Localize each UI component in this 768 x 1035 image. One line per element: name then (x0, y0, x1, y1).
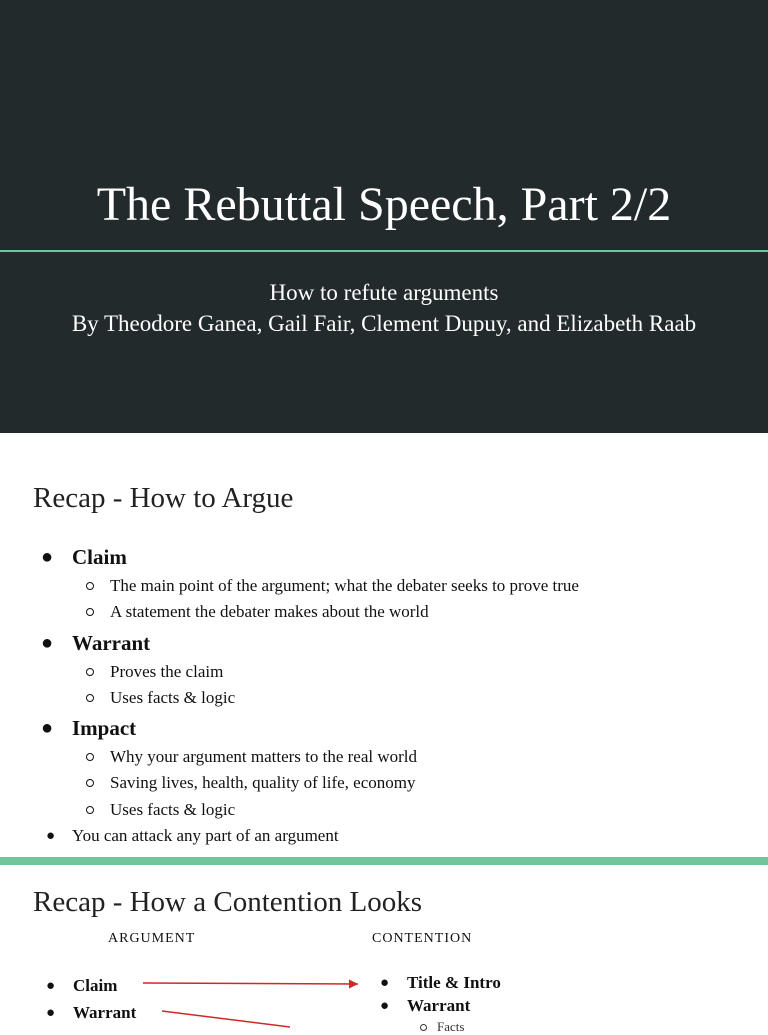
list-item (41, 545, 127, 569)
ring-bullet-icon (86, 582, 94, 590)
list-item (110, 575, 579, 597)
list-item (110, 601, 429, 623)
list-item-text: Why your argument matters to the real world (110, 747, 418, 766)
recap-contention-slide (0, 865, 768, 1034)
list-item (46, 825, 339, 847)
arrows-diagram (0, 865, 768, 1024)
list-item-text: Proves the claim (110, 662, 224, 681)
list-item-text: You can attack any part of an argument (72, 826, 339, 845)
title-divider (0, 250, 768, 252)
list-item-text: The main point of the argument; what the debater seeks to prove true (110, 576, 579, 595)
bullet-icon: ● (380, 975, 390, 991)
list-item (41, 631, 151, 655)
list-item-label: Claim (72, 545, 127, 569)
ring-bullet-icon (86, 668, 94, 676)
bullet-icon: ● (41, 632, 54, 654)
list-item-text: Uses facts & logic (110, 800, 236, 819)
bullet-icon: ● (46, 1005, 56, 1021)
bullet-icon: ● (41, 717, 54, 739)
list-item (110, 799, 235, 821)
list-item-label: Claim (73, 976, 118, 995)
slide-subtitle (40, 277, 728, 339)
ring-bullet-icon (86, 608, 94, 616)
warrant-arrow (162, 1011, 290, 1027)
subtitle-topic: How to refute arguments (269, 280, 499, 305)
argument-column-header: ARGUMENT (108, 931, 196, 946)
list-item-text: Saving lives, health, quality of life, economy (110, 773, 416, 792)
bullet-icon: ● (46, 828, 56, 844)
ring-bullet-icon (86, 694, 94, 702)
bullet-icon: ● (41, 546, 54, 568)
list-item-label: Warrant (73, 1003, 137, 1022)
list-item (110, 746, 417, 768)
list-item-label: Impact (72, 716, 137, 740)
ring-bullet-icon (86, 753, 94, 761)
ring-bullet-icon (420, 1024, 427, 1031)
title-slide (0, 0, 768, 433)
bullet-icon: ● (380, 998, 390, 1014)
list-item (110, 661, 223, 683)
list-item (110, 687, 235, 709)
slide-heading: Recap - How to Argue (33, 482, 294, 514)
claim-to-title-arrow (143, 983, 358, 984)
list-item (110, 772, 415, 794)
ring-bullet-icon (86, 806, 94, 814)
list-item-text: Facts (437, 1019, 465, 1034)
slide-title: The Rebuttal Speech, Part 2/2 (96, 178, 672, 231)
slide-divider (0, 857, 768, 865)
bullet-icon: ● (46, 978, 56, 994)
slide-heading: Recap - How a Contention Looks (33, 886, 423, 918)
ring-bullet-icon (86, 779, 94, 787)
list-item-label: Title & Intro (407, 973, 501, 992)
contention-column-header: CONTENTION (372, 931, 473, 946)
list-item-label: Warrant (72, 631, 151, 655)
recap-argue-slide (0, 433, 768, 857)
list-item-label: Warrant (407, 996, 471, 1015)
list-item-text: Uses facts & logic (110, 688, 236, 707)
list-item-text: A statement the debater makes about the world (110, 602, 429, 621)
list-item (41, 716, 137, 740)
subtitle-authors: By Theodore Ganea, Gail Fair, Clement Dupuy, and Elizabeth Raab (71, 311, 697, 336)
